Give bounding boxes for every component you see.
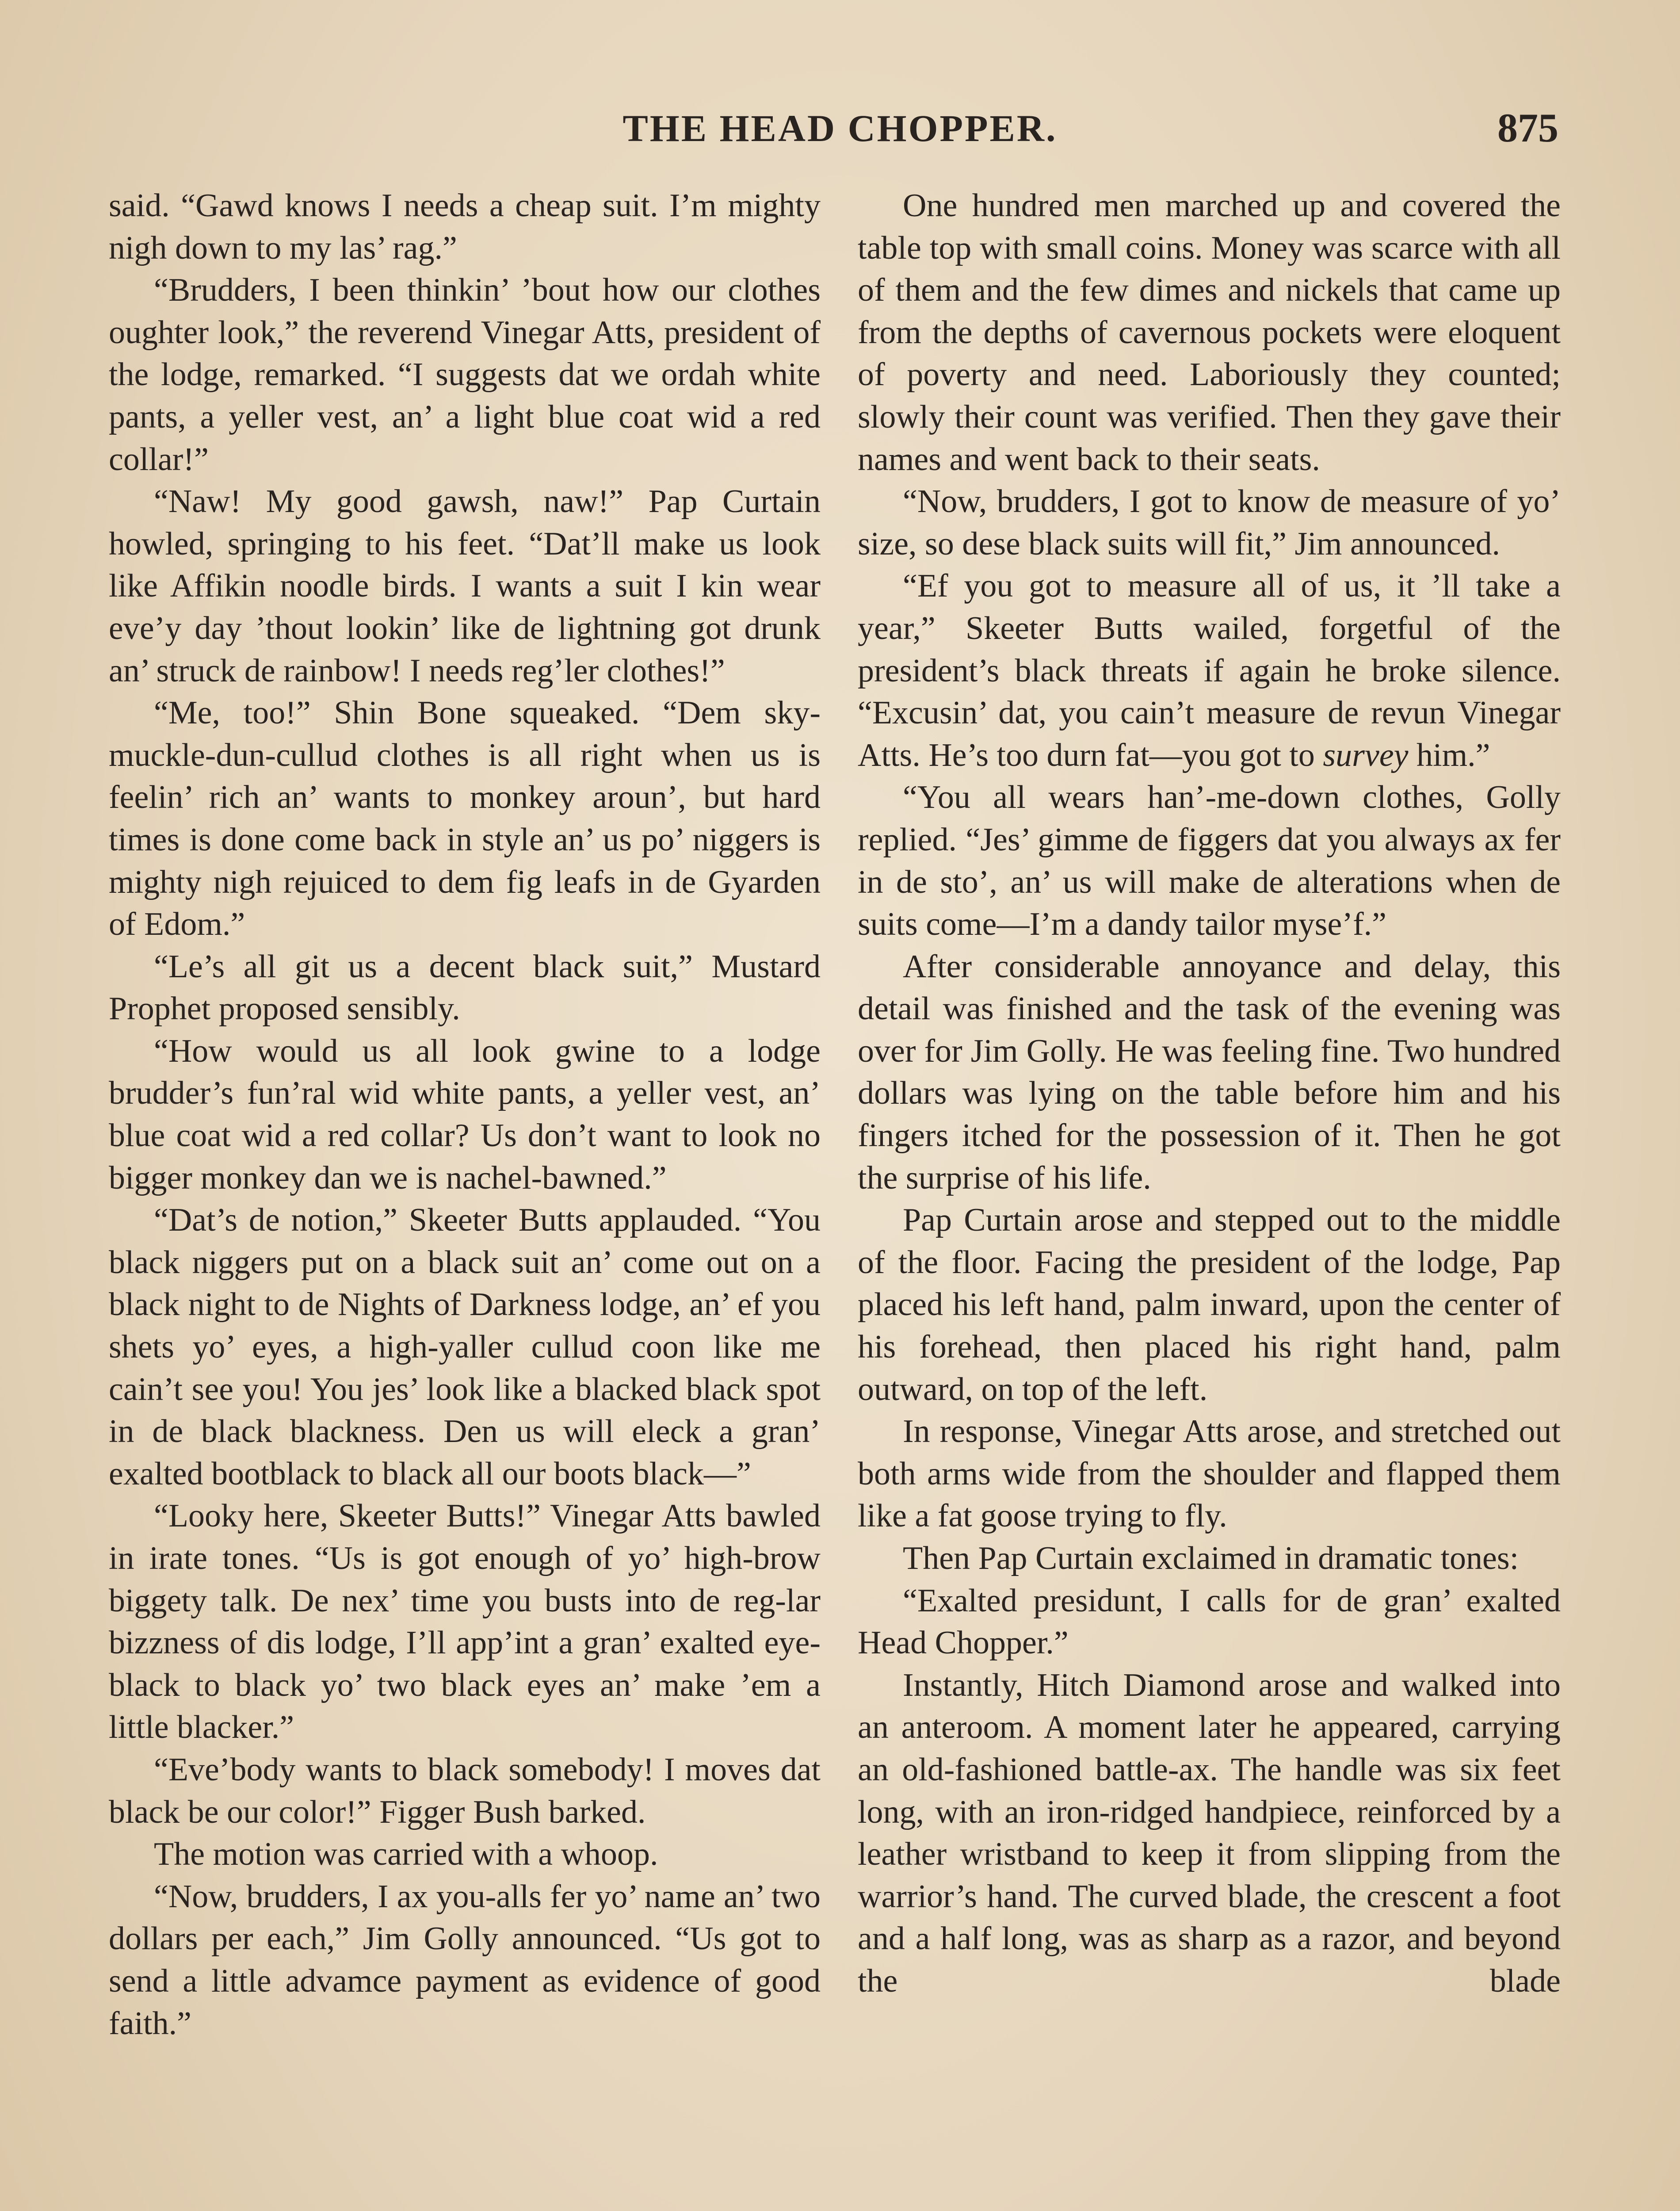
right-column	[858, 185, 1561, 2211]
paragraph: “Now, brudders, I got to know de measure of yo’ size, so dese black suits will fit,” Jim announced.	[858, 483, 1561, 562]
paragraph: Then Pap Curtain exclaimed in dramatic tones:	[903, 1540, 1519, 1576]
paragraph: “Looky here, Skeeter Butts!” Vinegar Atts bawled in irate tones. “Us is got enough of yo’ high-brow biggety talk. De nex’ time you busts into de reg-lar bizzness of dis lodge, I’ll app’int a gran’ exalted eye-black to black yo’ two black eyes an’ make ’em a little blacker.”	[109, 1498, 821, 1746]
paragraph: The motion was carried with a whoop.	[154, 1836, 658, 1873]
paragraph: said. “Gawd knows I needs a cheap suit. I’m mighty nigh down to my las’ rag.”	[109, 187, 821, 266]
running-head	[0, 102, 1680, 159]
paragraph: Instantly, Hitch Diamond arose and walked into an anteroom. A moment later he appeared, carrying an old-fashioned battle-ax. The handle was six feet long, with an iron-ridged handpiece, reinforced by a leather wristband to keep it from slipping from the warrior’s hand. The curved blade, the crescent a foot and a half long, was as sharp as a razor, and beyond the blade	[858, 1667, 1561, 1999]
paragraph: One hundred men marched up and covered the table top with small coins. Money was scarce with all of them and the few dimes and nickels that came up from the depths of cavernous pockets were eloquent of poverty and need. Laboriously they counted; slowly their count was verified. Then they gave their names and went back to their seats.	[858, 187, 1561, 478]
paragraph-text: “Ef you got to measure all of us, it ’ll take a year,” Skeeter Butts wailed, forgetful of the president’s black threats if again he broke silence. “Excusin’ dat, you cain’t measure de revun Vinegar Atts. He’s too durn fat—you got to	[858, 568, 1561, 773]
paragraph: In response, Vinegar Atts arose, and stretched out both arms wide from the shoulder and flapped them like a fat goose trying to fly.	[858, 1413, 1561, 1534]
paragraph	[858, 565, 1561, 777]
page-number: 875	[1497, 105, 1558, 150]
paragraph: “Le’s all git us a decent black suit,” Mustard Prophet proposed sensibly.	[109, 948, 821, 1027]
paragraph: “Dat’s de notion,” Skeeter Butts applauded. “You black niggers put on a black suit an’ come out on a black night to de Nights of Darkness lodge, an’ ef you shets yo’ eyes, a high-yaller cullud coon like me cain’t see you! You jes’ look like a blacked black spot in de black blackness. Den us will eleck a gran’ exalted bootblack to black all our boots black—”	[109, 1202, 821, 1492]
paragraph: “Brudders, I been thinkin’ ’bout how our clothes oughter look,” the reverend Vinegar Atts, president of the lodge, remarked. “I suggests dat we ordah white pants, a yeller vest, an’ a light blue coat wid a red collar!”	[109, 272, 821, 478]
paragraph: “You all wears han’-me-down clothes, Golly replied. “Jes’ gimme de figgers dat you always ax fer in de sto’, an’ us will make de alterations when de suits come—I’m a dandy tailor myse’f.”	[858, 779, 1561, 943]
paragraph: Pap Curtain arose and stepped out to the middle of the floor. Facing the president of the lodge, Pap placed his left hand, palm inward, upon the center of his forehead, then placed his right hand, palm outward, on top of the left.	[858, 1202, 1561, 1408]
paragraph-text: him.”	[1417, 737, 1490, 773]
italic-word: survey	[1323, 737, 1409, 773]
paragraph: “Naw! My good gawsh, naw!” Pap Curtain howled, springing to his feet. “Dat’ll make us look like Affikin noodle birds. I wants a suit I kin wear eve’y day ’thout lookin’ like de lightning got drunk an’ struck de rainbow! I needs reg’ler clothes!”	[109, 483, 821, 689]
left-column	[109, 185, 821, 2211]
paragraph: “Eve’body wants to black somebody! I moves dat black be our color!” Figger Bush barked.	[109, 1751, 821, 1830]
paragraph: “How would us all look gwine to a lodge brudder’s fun’ral wid white pants, a yeller vest, an’ blue coat wid a red collar? Us don’t want to look no bigger monkey dan we is nachel-bawned.”	[109, 1033, 821, 1196]
page-title: THE HEAD CHOPPER.	[622, 107, 1058, 149]
paragraph: “Now, brudders, I ax you-alls fer yo’ name an’ two dollars per each,” Jim Golly announced. “Us got to send a little advamce payment as evidence of good faith.”	[109, 1878, 821, 2042]
paragraph: “Me, too!” Shin Bone squeaked. “Dem sky-muckle-dun-cullud clothes is all right when us is feelin’ rich an’ wants to monkey aroun’, but hard times is done come back in style an’ us po’ niggers is mighty nigh rejuiced to dem fig leafs in de Gyarden of Edom.”	[109, 695, 821, 943]
paragraph: “Exalted presidunt, I calls for de gran’ exalted Head Chopper.”	[858, 1582, 1561, 1661]
paragraph: After considerable annoyance and delay, this detail was finished and the task of the evening was over for Jim Golly. He was feeling fine. Two hundred dollars was lying on the table before him and his fingers itched for the possession of it. Then he got the surprise of his life.	[858, 948, 1561, 1196]
